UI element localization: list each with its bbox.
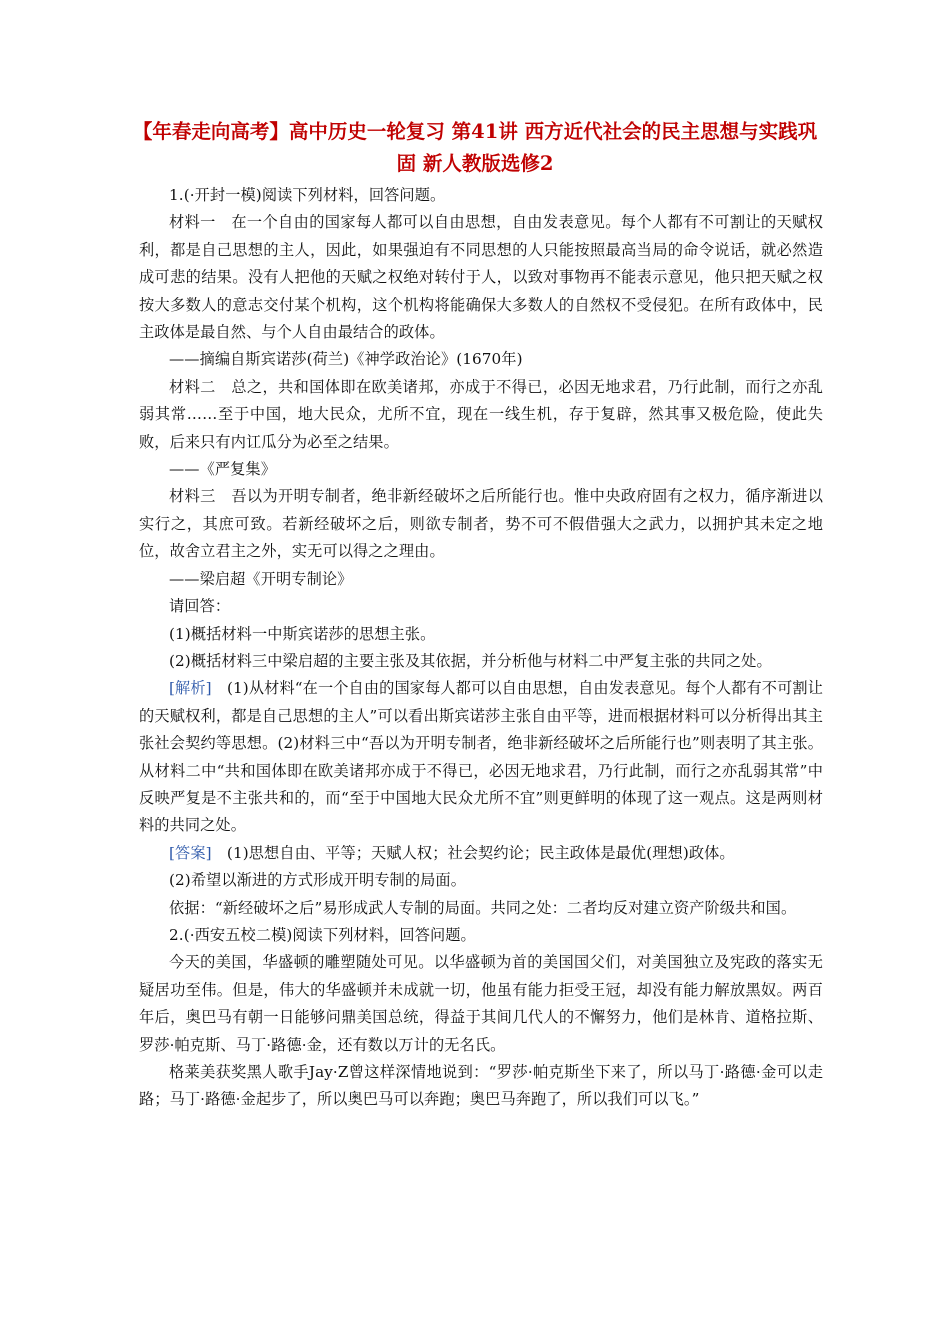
material-1-source: ——摘编自斯宾诺莎(荷兰)《神学政治论》(1670年) bbox=[169, 350, 523, 369]
question-2-stem: 2.(·西安五校二模)阅读下列材料，回答问题。 bbox=[169, 925, 476, 944]
material-2-source: ——《严复集》 bbox=[169, 460, 277, 479]
answer-text-2: (2)希望以渐进的方式形成开明专制的局面。 bbox=[169, 871, 466, 890]
material-3: 材料三 吾以为开明专制者，绝非新经破坏之后所能行也。惟中央政府固有之权力，循序渐进以实行之，其庶可致。若新经破坏之后，则欲专制者，势不可不假借强大之武力，以拥护其未定之地位，故舍立君主之外，实无可以得之之理由。 bbox=[139, 487, 823, 561]
question-2-paragraph-2: 格莱美获奖黑人歌手Jay·Z曾这样深情地说到：“罗莎·帕克斯坐下来了，所以马丁·路德·金可以走路；马丁·路德·金起步了，所以奥巴马可以奔跑；奥巴马奔跑了，所以我们可以飞。” bbox=[139, 1063, 823, 1109]
analysis-text: (1)从材料“在一个自由的国家每人都可以自由思想，自由发表意见。每个人都有不可割让的天赋权利，都是自己思想的主人”可以看出斯宾诺莎主张自由平等，进而根据材料可以分析得出其主张社会契约等思想。(2)材料三中“吾以为开明专制者，绝非新经破坏之后所能行也”则表明了其主张。从材料二中“共和国体即在欧美诸邦亦成于不得已，必因无地求君，乃行此制，而行之亦乱弱其常”中反映严复是不主张共和的，而“至于中国地大民众尤所不宜”则更鲜明的体现了这一观点。这是两则材料的共同之处。 bbox=[139, 679, 823, 835]
answer-tag: [答案] bbox=[169, 843, 212, 862]
question-1-stem: 1.(·开封一模)阅读下列材料，回答问题。 bbox=[169, 186, 446, 204]
document-title: 【年春走向高考】高中历史一轮复习 第41讲 西方近代社会的民主思想与实践巩固 新人教版选修2 bbox=[132, 120, 818, 175]
question-2-paragraph-1: 今天的美国，华盛顿的雕塑随处可见。以华盛顿为首的美国国父们，对美国独立及宪政的落实无疑居功至伟。但是，伟大的华盛顿并未成就一切，他虽有能力拒受王冠，却没有能力解放黑奴。两百年后，奥巴马有朝一日能够问鼎美国总统，得益于其间几代人的不懈努力，他们是林肯、道格拉斯、罗莎·帕克斯、马丁·路德·金，还有数以万计的无名氏。 bbox=[139, 953, 823, 1054]
document-body bbox=[139, 182, 823, 1114]
ask-prompt: 请回答： bbox=[169, 597, 231, 616]
sub-question-2: (2)概括材料三中梁启超的主要主张及其依据，并分析他与材料二中严复主张的共同之处。 bbox=[169, 651, 772, 670]
sub-question-1: (1)概括材料一中斯宾诺莎的思想主张。 bbox=[169, 624, 436, 643]
material-2: 材料二 总之，共和国体即在欧美诸邦，亦成于不得已，必因无地求君，乃行此制，而行之亦乱弱其常……至于中国，地大民众，尤所不宜，现在一线生机，存于复辟，然其事又极危险，使此失败，后来只有内讧瓜分为必至之结果。 bbox=[139, 377, 823, 451]
answer-text-1: (1)思想自由、平等；天赋人权；社会契约论；民主政体是最优(理想)政体。 bbox=[211, 843, 735, 862]
analysis-tag: [解析] bbox=[169, 679, 212, 698]
material-3-source: ——梁启超《开明专制论》 bbox=[169, 569, 353, 588]
analysis-paragraph bbox=[139, 675, 823, 839]
answer-paragraph bbox=[139, 840, 823, 867]
material-1: 材料一 在一个自由的国家每人都可以自由思想，自由发表意见。每个人都有不可割让的天赋权利，都是自己思想的主人，因此，如果强迫有不同思想的人只能按照最高当局的命令说话，就必然造成可悲的结果。没有人把他的天赋之权绝对转付于人，以致对事物再不能表示意见，他只把天赋之权按大多数人的意志交付某个机构，这个机构将能确保大多数人的自然权不受侵犯。在所有政体中，民主政体是最自然、与个人自由最结合的政体。 bbox=[139, 213, 823, 342]
answer-text-3: 依据：“新经破坏之后”易形成武人专制的局面。共同之处：二者均反对建立资产阶级共和国。 bbox=[169, 898, 797, 917]
